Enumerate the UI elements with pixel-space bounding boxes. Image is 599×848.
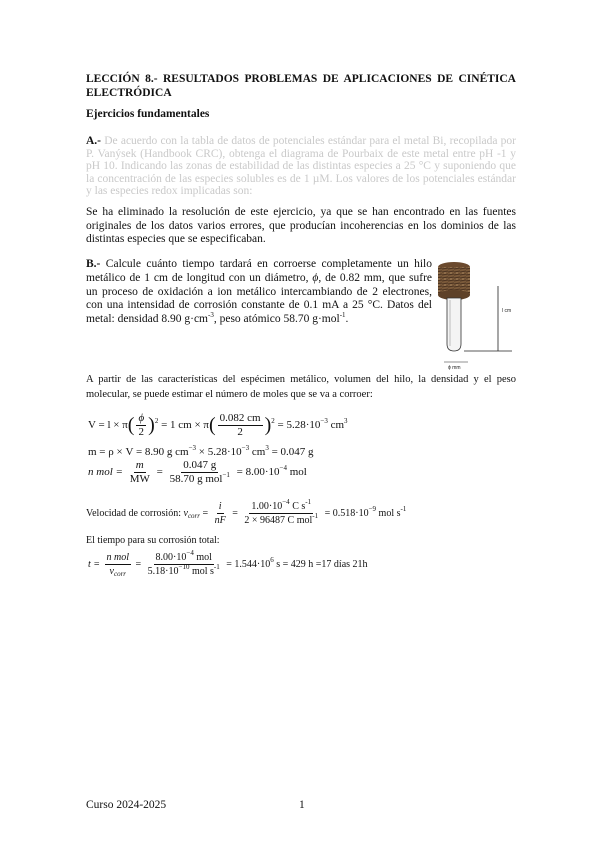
eq-v-frac1 [136,412,146,439]
eq-v-result-exp: −3 [320,417,328,426]
eq-vel-result: = 0.518·10 [324,507,369,519]
problem-b-label: B.- [86,258,101,270]
equation-volume: V = l × π( $\frac{\phi}{2}$ )$^2$ = 1 cm × π( $\frac{0.082 cm}{2}$ )$^2 = 5.28\cdot 10^{-3}$ $cm^3$ [88,412,348,438]
eq-vel-den2-exp: -1 [312,512,319,520]
equation-time: t = $\frac{\text{n mol}}{v_{corr}}$ = $\frac{8.00\cdot 10^{-4} mol}{5.18\cdot 10^{-10} mol s^{-1}}$ = $1.544\cdot 10^6$ s = 429 h =17 días 21h [88,549,368,578]
problem-a-note: Se ha eliminado la resolución de este ejercicio, ya que se han encontrado en las fuentes originales de los datos varios errores, que producían incoherencias en los dominios de las distintas especies que se especificaban. [86,206,516,245]
eq-t-num2-exp: −4 [186,549,194,557]
eq-m-result: = 0.047 g [268,446,314,458]
eq-m-mid2: cm [249,446,266,458]
eq-m-mid: × 5.28·10 [196,446,242,458]
eq-t-result: = 1.544·10 [226,558,271,570]
eq-v-lhs: V = l × π [88,419,128,432]
eq-vel-num: i [218,501,222,512]
length-label: l cm [502,308,512,314]
eq-n-num: m [135,459,144,471]
eq-v-frac2 [218,412,263,439]
eq-n-result-exp: −4 [279,464,287,473]
eq-v-mid: = 1 cm × π [161,419,209,432]
section-heading: Ejercicios fundamentales [86,108,210,120]
equation-velocity: Velocidad de corrosión: $v_{corr}$ = $\frac{i}{nF}$ = $\frac{1.00\cdot 10^{-4} C s^{-1}}{2 \times 96487 C mol^{-1}}$ = $0.518\cdot 10^{-9}$ mol $s^{-1}$ [86,498,407,526]
eq-n-lhs: n mol = [88,466,123,479]
problem-b [86,258,432,327]
eq-n-den2: 58.70 g mol [169,473,223,485]
eq-v-phi: ϕ [138,412,145,424]
problem-b-text-3: , peso atómico 58.70 g·mol [213,313,340,326]
eq-t-num: n mol [106,552,130,563]
eq-t-frac1 [105,551,132,578]
eq-vel-num2-unit-exp: -1 [305,498,312,506]
eq-vel-num2-exp: −4 [282,498,290,506]
eq-vel-num2-unit: C s [289,501,306,512]
eq-t-den-sub: corr [113,570,127,578]
problem-b-text-1: Calcule cuánto tiempo tardará en corroerse completamente un hilo metálico de 1 cm de longitud con un diámetro, [86,258,433,284]
eq-vel-num2: 1.00·10 [251,501,283,512]
eq-t-den2-unit: mol s [189,566,214,577]
eq-vel-frac1 [213,500,228,527]
eq-vel-den: nF [214,515,226,526]
eq-n-frac2 [168,459,232,486]
eq-m-e2: −3 [241,444,250,452]
wire-figure [436,258,532,370]
eq-vel-unit-exp: -1 [400,504,407,513]
eq-t-lhs: t = [88,558,101,570]
eq-n-frac1 [128,459,152,486]
wire-body [447,298,461,351]
eq-v-den2: 2 [237,426,243,438]
footer-page-number: 1 [299,799,305,811]
eq-v-unit: cm [327,419,345,432]
problem-b-text-2: , de 0.82 mm, que sufre un proceso de oxidación a ion metálico intercambiando de 2 electrones, con una intensidad de corrosión constante de 0.1 mA a 25 °C. Datos del metal: densidad 8.90 g·cm [86,271,433,326]
eq-t-result2: s = 429 h =17 días 21h [273,558,368,570]
time-label: El tiempo para su corrosión total: [86,535,220,546]
problem-a [86,135,516,198]
eq-t-den: v [109,566,114,577]
eq-vel-frac2 [242,500,320,527]
eq-vel-label: Velocidad de corrosión: [86,507,181,519]
eq-vel-sub: corr [187,511,200,520]
page-title: LECCIÓN 8.- RESULTADOS PROBLEMAS DE APLICACIONES DE CINÉTICA ELECTRÓDICA [86,73,516,99]
footer-course: Curso 2024-2025 [86,799,167,811]
eq-n-result: = 8.00·10 [236,466,280,479]
density-exponent: -3 [208,311,214,320]
eq-n-den: MW [129,473,150,485]
eq-vel-lhs: v [183,507,188,519]
eq-v-result: = 5.28·10 [277,419,321,432]
problem-a-text: De acuerdo con la tabla de datos de potenciales estándar para el metal Bi, recopilada por P. Vanýsek (Handbook CRC), obtenga el diagrama de Pourbaix de este metal entre pH -1 y pH 10. Indicando las zonas de estabilidad de las distintas especies a 25 °C y suponiendo que la concentración de las especies solubles es de 1 µM. Los valores de los potenciales estándar y las especies redox implicadas son: [86,135,517,198]
eq-t-den2-unit-exp: -1 [213,563,220,571]
eq-vel-unit: mol s [376,507,401,519]
eq-n-unit: mol [286,466,307,479]
phi-symbol: ϕ [312,271,319,284]
eq-vel-result-exp: −9 [368,504,377,513]
eq-n-den2-exp: −1 [222,471,230,479]
eq-m-e3: 3 [265,444,269,452]
eq-n-num2: 0.047 g [183,459,217,471]
eq-t-num2: 8.00·10 [155,552,187,563]
diameter-label: ϕ mm [448,365,461,370]
eq-m-line: m = ρ × V = 8.90 g cm [88,446,189,458]
equation-moles: n mol = $\frac{m}{MW}$ = $\frac{0.047 g}{58.70 g mol^{-1}}$ = $8.00\cdot 10^{-4}$ mol [88,459,307,485]
problem-a-label: A.- [86,135,102,147]
problem-b-text-4: . [345,313,349,326]
eq-t-result-exp: 6 [270,555,274,564]
equation-mass [88,446,314,458]
eq-t-frac2 [146,551,222,578]
eq-t-num2-unit: mol [193,552,212,563]
eq-v-two: 2 [138,426,145,438]
intro-paragraph: A partir de las características del espécimen metálico, volumen del hilo, la densidad y el peso molecular, se puede estimar el número de moles que se va a corroer: [86,374,516,400]
eq-v-unit-exp: 3 [344,417,348,426]
eq-vel-den2: 2 × 96487 C mol [244,515,313,526]
mass-exponent: -1 [339,311,346,320]
eq-t-den2-exp: −10 [178,563,190,571]
eq-v-num2: 0.082 cm [219,412,261,424]
eq-t-den2: 5.18·10 [147,566,179,577]
eq-m-e1: −3 [188,444,197,452]
